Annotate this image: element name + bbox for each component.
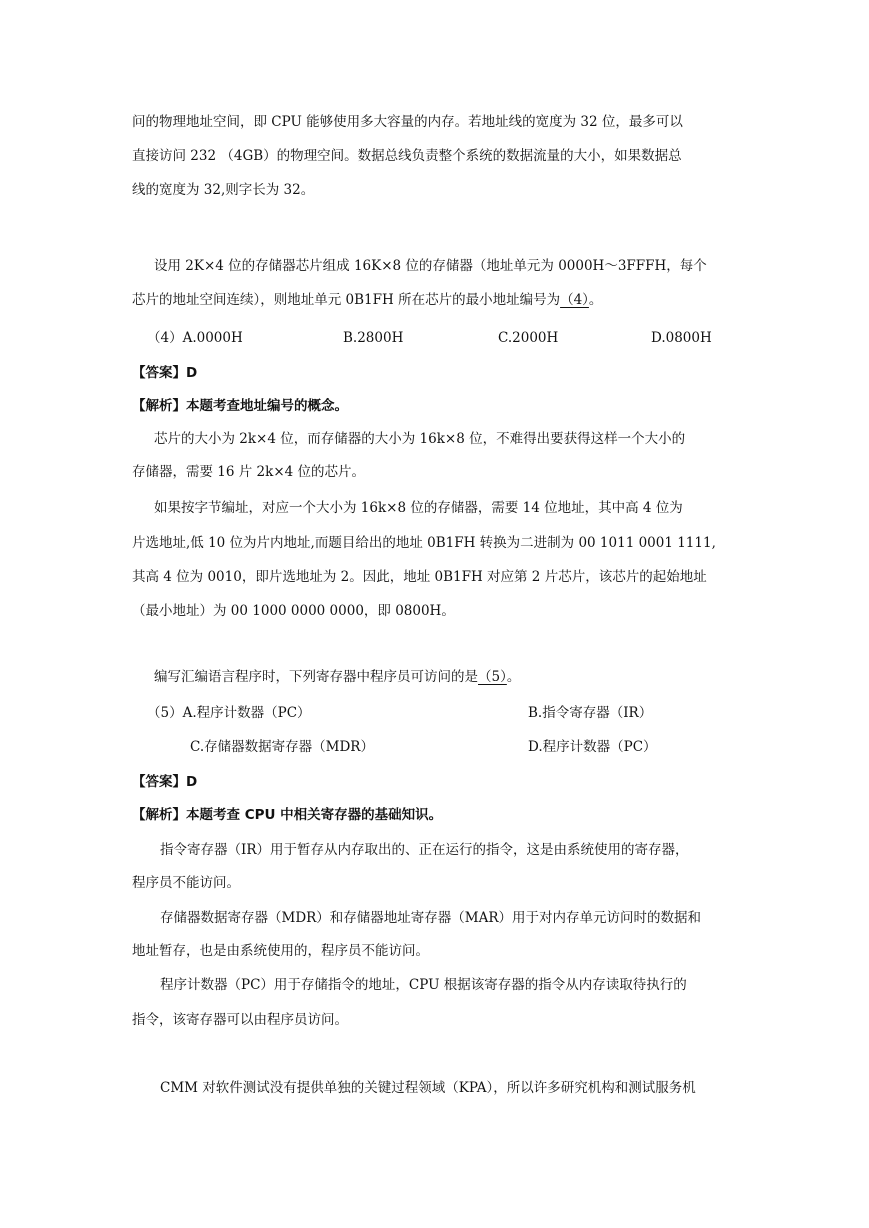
q4-option-c: C.2000H xyxy=(498,330,559,346)
intro-line-3: 线的宽度为 32,则字长为 32。 xyxy=(132,182,315,198)
q4-analysis-line-3: 如果按字节编址，对应一个大小为 16k×8 位的存储器，需要 14 位地址，其中高 4 位为 xyxy=(154,500,683,516)
q5-analysis-line-6: 指令，该寄存器可以由程序员访问。 xyxy=(132,1012,348,1028)
q5-stem-text: 编写汇编语言程序时，下列寄存器中程序员可访问的是 xyxy=(154,669,478,685)
q5-stem-end: 。 xyxy=(506,669,521,685)
intro-line-2: 直接访问 232 （4GB）的物理空间。数据总线负责整个系统的数据流量的大小，如果数据总 xyxy=(132,148,682,164)
q4-blank: （4） xyxy=(560,292,589,308)
q5-analysis-line-1: 指令寄存器（IR）用于暂存从内存取出的、正在运行的指令，这是由系统使用的寄存器， xyxy=(160,842,689,858)
q5-analysis-line-4: 地址暂存，也是由系统使用的，程序员不能访问。 xyxy=(132,943,429,959)
q4-analysis-line-2: 存储器，需要 16 片 2k×4 位的芯片。 xyxy=(132,464,366,480)
q5-analysis-line-5: 程序计数器（PC）用于存储指令的地址，CPU 根据该寄存器的指令从内存读取待执行的 xyxy=(160,977,687,993)
q5-option-d: D.程序计数器（PC） xyxy=(528,739,657,755)
q4-option-d: D.0800H xyxy=(651,330,712,346)
q4-analysis-line-6: （最小地址）为 00 1000 0000 0000，即 0800H。 xyxy=(132,603,455,619)
q4-analysis-line-4: 片选地址,低 10 位为片内地址,而题目给出的地址 0B1FH 转换为二进制为 00 1011 0001 1111, xyxy=(132,535,716,551)
next-paragraph-line-1: CMM 对软件测试没有提供单独的关键过程领域（KPA），所以许多研究机构和测试服务机 xyxy=(160,1080,696,1096)
q4-answer: 【答案】D xyxy=(132,365,198,381)
q4-analysis-title: 【解析】本题考查地址编号的概念。 xyxy=(132,398,348,414)
q4-stem-line-1: 设用 2K×4 位的存储器芯片组成 16K×8 位的存储器（地址单元为 0000H～3FFFH，每个 xyxy=(154,258,707,274)
q4-analysis-line-5: 其高 4 位为 0010，即片选地址为 2。因此，地址 0B1FH 对应第 2 片芯片，该芯片的起始地址 xyxy=(132,569,707,585)
q5-analysis-line-2: 程序员不能访问。 xyxy=(132,875,240,891)
q5-analysis-line-3: 存储器数据寄存器（MDR）和存储器地址寄存器（MAR）用于对内存单元访问时的数据和 xyxy=(160,910,702,926)
q4-analysis-line-1: 芯片的大小为 2k×4 位，而存储器的大小为 16k×8 位，不难得出要获得这样一个大小的 xyxy=(154,431,686,447)
q5-answer: 【答案】D xyxy=(132,774,198,790)
q4-stem-end: 。 xyxy=(588,292,603,308)
q4-option-b: B.2800H xyxy=(343,330,404,346)
q5-blank: （5） xyxy=(478,669,507,685)
q4-option-a: （4）A.0000H xyxy=(147,330,243,346)
q5-option-b: B.指令寄存器（IR） xyxy=(528,705,653,721)
q5-analysis-title: 【解析】本题考查 CPU 中相关寄存器的基础知识。 xyxy=(132,807,443,823)
q5-stem xyxy=(154,668,520,686)
intro-line-1: 问的物理地址空间，即 CPU 能够使用多大容量的内存。若地址线的宽度为 32 位，最多可以 xyxy=(132,114,683,130)
q5-option-a: （5）A.程序计数器（PC） xyxy=(147,705,311,721)
q4-stem-text: 芯片的地址空间连续），则地址单元 0B1FH 所在芯片的最小地址编号为 xyxy=(132,292,561,308)
q5-option-c: C.存储器数据寄存器（MDR） xyxy=(190,739,374,755)
q4-stem-line-2 xyxy=(132,291,602,309)
